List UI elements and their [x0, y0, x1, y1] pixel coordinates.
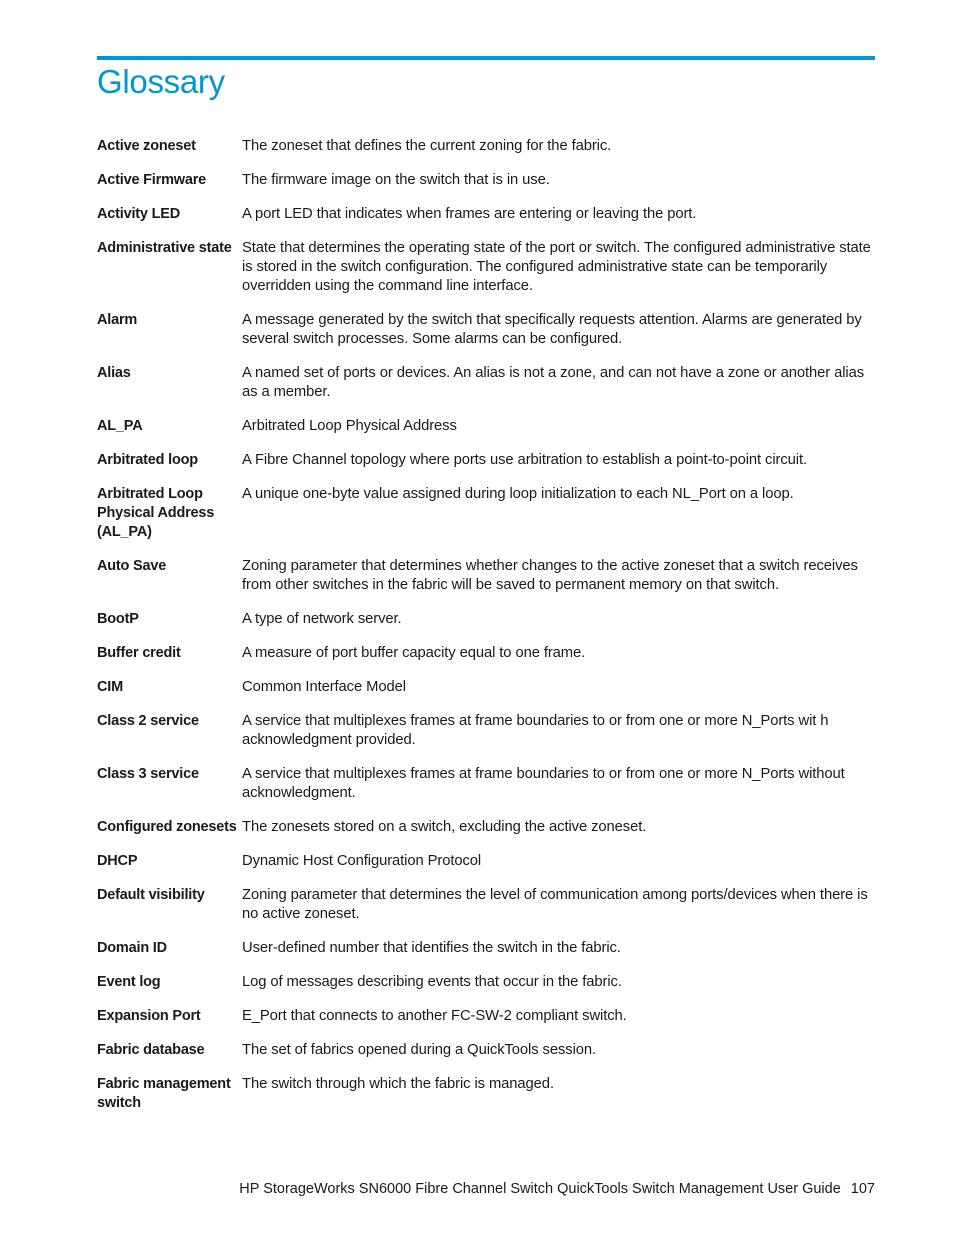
- glossary-term: Arbitrated Loop Physical Address (AL_PA): [97, 486, 215, 540]
- glossary-term: DHCP: [97, 853, 138, 869]
- glossary-entry: [97, 765, 875, 803]
- glossary-term: BootP: [97, 611, 139, 627]
- glossary-entry: [97, 171, 875, 190]
- glossary-definition: A service that multiplexes frames at frame boundaries to or from one or more N_Ports wit h acknowledgment provided.: [242, 713, 829, 748]
- glossary-entry: [97, 712, 875, 750]
- glossary-definition: Log of messages describing events that occur in the fabric.: [242, 974, 622, 990]
- glossary-entry: [97, 1041, 875, 1060]
- glossary-definition: The zoneset that defines the current zoning for the fabric.: [242, 138, 612, 154]
- glossary-definition: State that determines the operating state of the port or switch. The configured administrative state is stored in the switch configuration. The configured administrative state can be temporarily overridden using the command line interface.: [242, 240, 871, 294]
- glossary-definition: A Fibre Channel topology where ports use arbitration to establish a point-to-point circuit.: [242, 452, 808, 468]
- glossary-definition: Arbitrated Loop Physical Address: [242, 418, 457, 434]
- glossary-entry: [97, 311, 875, 349]
- glossary-definition: User-defined number that identifies the switch in the fabric.: [242, 940, 621, 956]
- glossary-entry: [97, 417, 875, 436]
- glossary-definition: The switch through which the fabric is managed.: [242, 1076, 554, 1092]
- glossary-definition: A named set of ports or devices. An alias is not a zone, and can not have a zone or another alias as a member.: [242, 365, 865, 400]
- glossary-term: Buffer credit: [97, 645, 181, 661]
- footer-doc-title: HP StorageWorks SN6000 Fibre Channel Switch QuickTools Switch Management User Guide: [239, 1181, 841, 1197]
- glossary-entry: [97, 818, 875, 837]
- glossary-term: Activity LED: [97, 206, 181, 222]
- glossary-entry: [97, 852, 875, 871]
- glossary-definition: A type of network server.: [242, 611, 402, 627]
- glossary-definition: Dynamic Host Configuration Protocol: [242, 853, 482, 869]
- glossary-definition: A service that multiplexes frames at frame boundaries to or from one or more N_Ports without acknowledgment.: [242, 766, 845, 801]
- page-footer: [239, 1180, 875, 1199]
- glossary-entry: [97, 644, 875, 663]
- glossary-entry: [97, 1075, 875, 1113]
- glossary-term: Auto Save: [97, 558, 167, 574]
- header-rule: [97, 56, 875, 60]
- glossary-entry: [97, 973, 875, 992]
- glossary-entry: [97, 451, 875, 470]
- glossary-entry: [97, 205, 875, 224]
- glossary-definition: A message generated by the switch that specifically requests attention. Alarms are generated by several switch processes. Some alarms can be configured.: [242, 312, 862, 347]
- page-title: Glossary: [97, 63, 225, 100]
- glossary-term: Event log: [97, 974, 161, 990]
- glossary-term: Class 3 service: [97, 766, 199, 782]
- glossary-term: Arbitrated loop: [97, 452, 198, 468]
- glossary-definition: A port LED that indicates when frames are entering or leaving the port.: [242, 206, 697, 222]
- glossary-entry: [97, 678, 875, 697]
- glossary-term: Class 2 service: [97, 713, 199, 729]
- glossary-term: AL_PA: [97, 418, 143, 434]
- glossary-term: Domain ID: [97, 940, 167, 956]
- glossary-term: Configured zonesets: [97, 819, 237, 835]
- glossary-term: CIM: [97, 679, 123, 695]
- glossary-term: Default visibility: [97, 887, 205, 903]
- glossary-term: Alias: [97, 365, 131, 381]
- glossary-entry: [97, 364, 875, 402]
- glossary-entry: [97, 485, 875, 542]
- glossary-entry: [97, 557, 875, 595]
- page-number: 107: [850, 1181, 875, 1197]
- glossary-definition: Zoning parameter that determines the level of communication among ports/devices when there is no active zoneset.: [242, 887, 868, 922]
- glossary-definition: The set of fabrics opened during a QuickTools session.: [242, 1042, 597, 1058]
- glossary-term: Active Firmware: [97, 172, 207, 188]
- glossary-entry: [97, 239, 875, 296]
- glossary-definition: The firmware image on the switch that is in use.: [242, 172, 550, 188]
- glossary-definition: Common Interface Model: [242, 679, 406, 695]
- glossary-entry: [97, 939, 875, 958]
- glossary-term: Alarm: [97, 312, 138, 328]
- glossary-definition: The zonesets stored on a switch, excluding the active zoneset.: [242, 819, 647, 835]
- glossary-definition: Zoning parameter that determines whether changes to the active zoneset that a switch receives from other switches in the fabric will be saved to permanent memory on that switch.: [242, 558, 858, 593]
- glossary-term: Administrative state: [97, 240, 232, 256]
- glossary-term: Fabric management switch: [97, 1076, 231, 1111]
- glossary-entry: [97, 137, 875, 156]
- glossary-entry: [97, 1007, 875, 1026]
- glossary-definition: E_Port that connects to another FC-SW-2 compliant switch.: [242, 1008, 627, 1024]
- glossary-list: [97, 137, 875, 1128]
- glossary-definition: A unique one-byte value assigned during loop initialization to each NL_Port on a loop.: [242, 486, 794, 502]
- glossary-entry: [97, 886, 875, 924]
- glossary-term: Fabric database: [97, 1042, 205, 1058]
- glossary-definition: A measure of port buffer capacity equal to one frame.: [242, 645, 586, 661]
- glossary-entry: [97, 610, 875, 629]
- glossary-term: Active zoneset: [97, 138, 196, 154]
- glossary-term: Expansion Port: [97, 1008, 201, 1024]
